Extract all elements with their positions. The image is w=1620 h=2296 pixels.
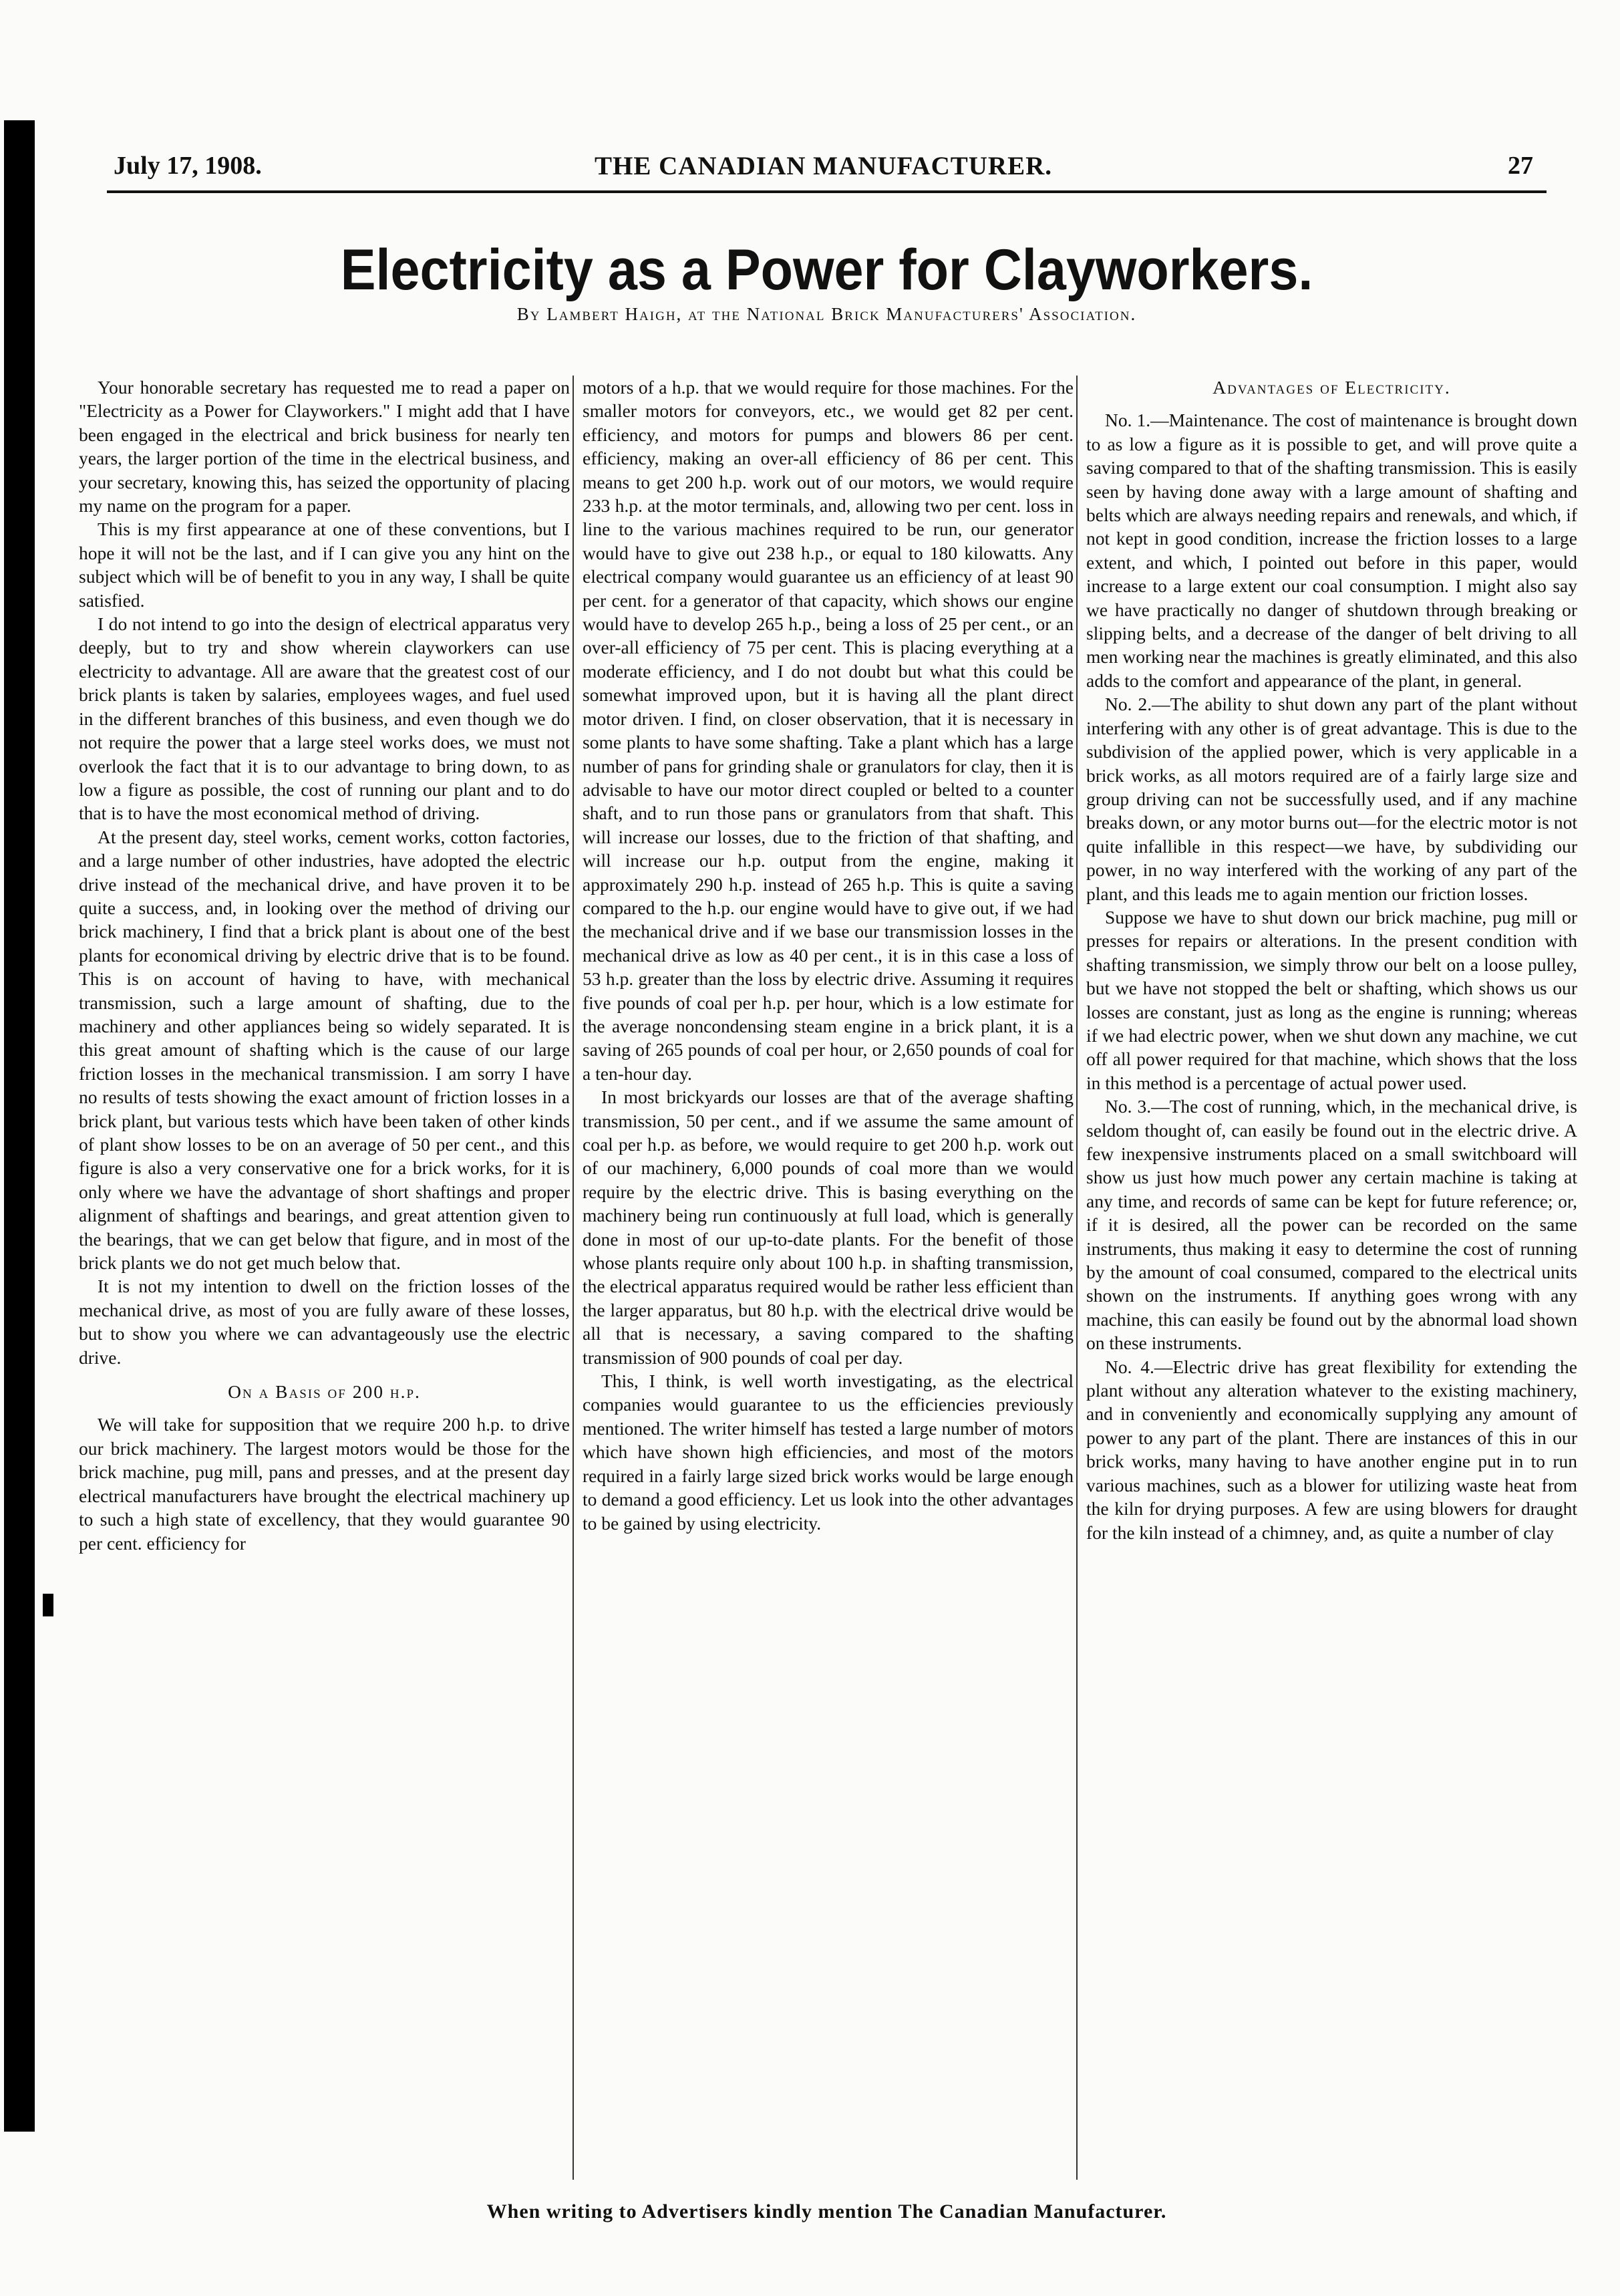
paragraph: Suppose we have to shut down our brick machine, pug mill or presses for repairs or alterations. In the present condition with shafting transmission, we simply throw our belt on a loose pulley, but we have not stopped the belt or shafting, which shows us our losses are constant, just as long as the engine is running; whereas if we had electric power, when we shut down any machine, we cut off all power required for that machine, which shows that the loss in this method is a percentage of actual power used.: [1086, 906, 1577, 1093]
paragraph: No. 2.—The ability to shut down any part of the plant without interfering with any other is of great advantage. This is due to the subdivision of the applied power, which is very applicable in a brick works, as all motors required are of a fairly large size and group driving can not be successfully used, and if any machine breaks down, or any motor burns out—for the electric motor is not quite infallible in this respect—we have, by subdividing our power, in no way interfered with the working of any part of the plant, and this leads me to again mention our friction losses.: [1086, 694, 1577, 904]
column-rule-1: [573, 376, 574, 2180]
article-byline: By Lambert Haigh, at the National Brick Manufacturers' Association.: [516, 304, 1137, 324]
paragraph: No. 3.—The cost of running, which, in the mechanical drive, is seldom thought of, can easily be found out in the electric drive. A few inexpensive instruments placed on a small switchboard will show us just how much power any certain machine is taking at any time, and records of same can be kept for future reference; or, if it is desired, all the power can be recorded on the same instruments, thus making it easy to determine the cost of running by the amount of coal consumed, compared to the electrical units shown on the instruments. If anything goes wrong with any machine, this can easily be found out by the abnormal load shown on these instruments.: [1086, 1096, 1577, 1354]
paragraph: No. 1.—Maintenance. The cost of maintenance is brought down to as low a figure as it is possible to get, and will prove quite a saving compared to that of the shafting transmission. This is easily seen by having done away with a large amount of shafting and belts which are always needing repairs and renewals, and which, if not kept in good condition, increase the friction losses to a large extent, and which, I pointed out before in this paper, would increase to a large extent our coal consumption. I might also say we have practically no danger of shutdown through breaking or slipping belts, and a decrease of the danger of belt driving to all men working near the machines is greatly eliminated, and this also adds to the comfort and appearance of the plant, in general.: [1086, 410, 1577, 691]
paragraph: This is my first appearance at one of these conventions, but I hope it will not be the last, and if I can give you any hint on the subject which will be of benefit to you in any way, I shall be quite satisfied.: [79, 519, 570, 611]
paragraph: In most brickyards our losses are that of the average shafting transmission, 50 per cent., and if we assume the same amount of coal per h.p. as before, we would require to get 200 h.p. work out of our machinery, 6,000 pounds of coal more than we would require by the electric drive. This is basing everything on the machinery being run continuously at full load, which is generally done in most of our up-to-date plants. For the benefit of those whose plants require only about 100 h.p. in shafting transmission, the electrical apparatus required would be rather less efficient than the larger apparatus, but 80 h.p. with the electrical drive would be all that is necessary, a saving compared to the shafting transmission of 900 pounds of coal per day.: [583, 1087, 1074, 1368]
issue-date: July 17, 1908.: [114, 152, 262, 180]
scan-edge-bar: [4, 120, 35, 2132]
column-rule-2: [1076, 376, 1078, 2180]
section-heading: On a Basis of 200 h.p.: [228, 1381, 421, 1403]
paragraph: No. 4.—Electric drive has great flexibility for extending the plant without any alteration whatever to the existing machinery, and in conveniently and economically supplying any amount of power to any part of the plant. There are instances of this in our brick works, many having to have another engine put in to run various machines, such as a blower for utilizing waste heat from the kiln for drying purposes. A few are using blowers for draught for the kiln instead of a chimney, and, as quite a number of clay: [1086, 1356, 1577, 1543]
publication-name: THE CANADIAN MANUFACTURER.: [594, 152, 1053, 180]
paragraph: At the present day, steel works, cement works, cotton factories, and a large number of other industries, have adopted the electric drive instead of the mechanical drive, and have proven it to be quite a success, and, in looking over the method of driving our brick machinery, I find that a brick plant is about one of the best plants for economical driving by electric drive that is to be found. This is on account of having to have, with mechanical transmission, such a large amount of shafting, due to the machinery and other appliances being so widely separated. It is this great amount of shafting which is the cause of our large friction losses in the mechanical transmission. I am sorry I have no results of tests showing the exact amount of friction losses in a brick plant, but various tests which have been taken of other kinds of plant show losses to be on an average of 50 per cent., and this figure is also a very conservative one for a brick works, for it is only where we have the advantage of short shaftings and proper alignment of shaftings and bearings, and great attention given to the bearings, that we can get below that figure, and in most of the brick plants we do not get much below that.: [79, 826, 570, 1274]
advertiser-footer: When writing to Advertisers kindly mention The Canadian Manufacturer.: [486, 2200, 1167, 2222]
section-heading: Advantages of Electricity.: [1212, 377, 1451, 398]
text-column-1: [79, 376, 570, 2180]
paragraph: We will take for supposition that we require 200 h.p. to drive our brick machinery. The largest motors would be those for the brick machine, pug mill, pans and presses, and at the present day electrical manufacturers have brought the electrical machinery up to such a high state of excellency, that they would guarantee 90 per cent. efficiency for: [79, 1414, 570, 1554]
paragraph: I do not intend to go into the design of electrical apparatus very deeply, but to try and show wherein clayworkers can use electricity to advantage. All are aware that the greatest cost of our brick plants is taken by salaries, employees wages, and fuel used in the different branches of this business, and even though we do not require the power that a large steel works does, we must not overlook the fact that it is to our advantage to bring down, to as low a figure as possible, the cost of running our plant and to do that is to have the most economical method of driving.: [79, 613, 570, 824]
paragraph: motors of a h.p. that we would require for those machines. For the smaller motors for conveyors, etc., we would get 82 per cent. efficiency, and motors for pumps and blowers 86 per cent. efficiency, making an over-all efficiency of 86 per cent. This means to get 200 h.p. work out of our motors, we would require 233 h.p. at the motor terminals, and, allowing two per cent. loss in line to the various machines required to be run, our generator would have to give out 238 h.p., or equal to 180 kilowatts. Any electrical company would guarantee us an efficiency of at least 90 per cent. for a generator of that capacity, which shows our engine would have to develop 265 h.p., being a loss of 25 per cent., or an over-all efficiency of 75 per cent. This is placing everything at a moderate efficiency, and I do not doubt but what this could be somewhat improved upon, but it is having all the plant direct motor driven. I find, on closer observation, that it is necessary in some plants to have some shafting. Take a plant which has a large number of pans for grinding shale or granulators for clay, then it is advisable to have our motor direct coupled or belted to a counter shaft, and to run those pans or granulators from that shaft. This will increase our losses, due to the friction of that shafting, and will increase our h.p. output from the engine, making it approximately 290 h.p. instead of 265 h.p. This is quite a saving compared to the h.p. our engine would have to give out, if we had the mechanical drive and if we base our transmission losses in the mechanical drive as low as 40 per cent., it is in this case a loss of 53 h.p. greater than the loss by electric drive. Assuming it requires five pounds of coal per h.p. per hour, which is a low estimate for the average noncondensing steam engine in a brick plant, it is a saving of 265 pounds of coal per hour, or 2,650 pounds of coal for a ten-hour day.: [583, 377, 1074, 1084]
running-header: [114, 151, 1533, 184]
text-column-3: [1086, 376, 1577, 2180]
paragraph: Your honorable secretary has requested me to read a paper on "Electricity as a Power for Clayworkers." I might add that I have been engaged in the electrical and brick business for nearly ten years, the larger portion of the time in the electrical business, and your secretary, knowing this, has seized the opportunity of placing my name on the program for a paper.: [79, 377, 570, 517]
article-title: Electricity as a Power for Clayworkers.: [340, 238, 1313, 302]
page-number: 27: [1508, 152, 1533, 180]
scan-edge-mark: [43, 1594, 53, 1616]
paragraph: It is not my intention to dwell on the friction losses of the mechanical drive, as most of you are fully aware of these losses, but to show you where we can advantageously use the electric drive.: [79, 1276, 570, 1368]
paragraph: This, I think, is well worth investigating, as the electrical companies would guarantee to us the efficiencies previously mentioned. The writer himself has tested a large number of motors which have shown high efficiencies, and most of the motors required in a fairly large sized brick works would be large enough to demand a good efficiency. Let us look into the other advantages to be gained by using electricity.: [583, 1371, 1074, 1534]
text-column-2: [583, 376, 1074, 2180]
header-rule: [107, 190, 1547, 193]
